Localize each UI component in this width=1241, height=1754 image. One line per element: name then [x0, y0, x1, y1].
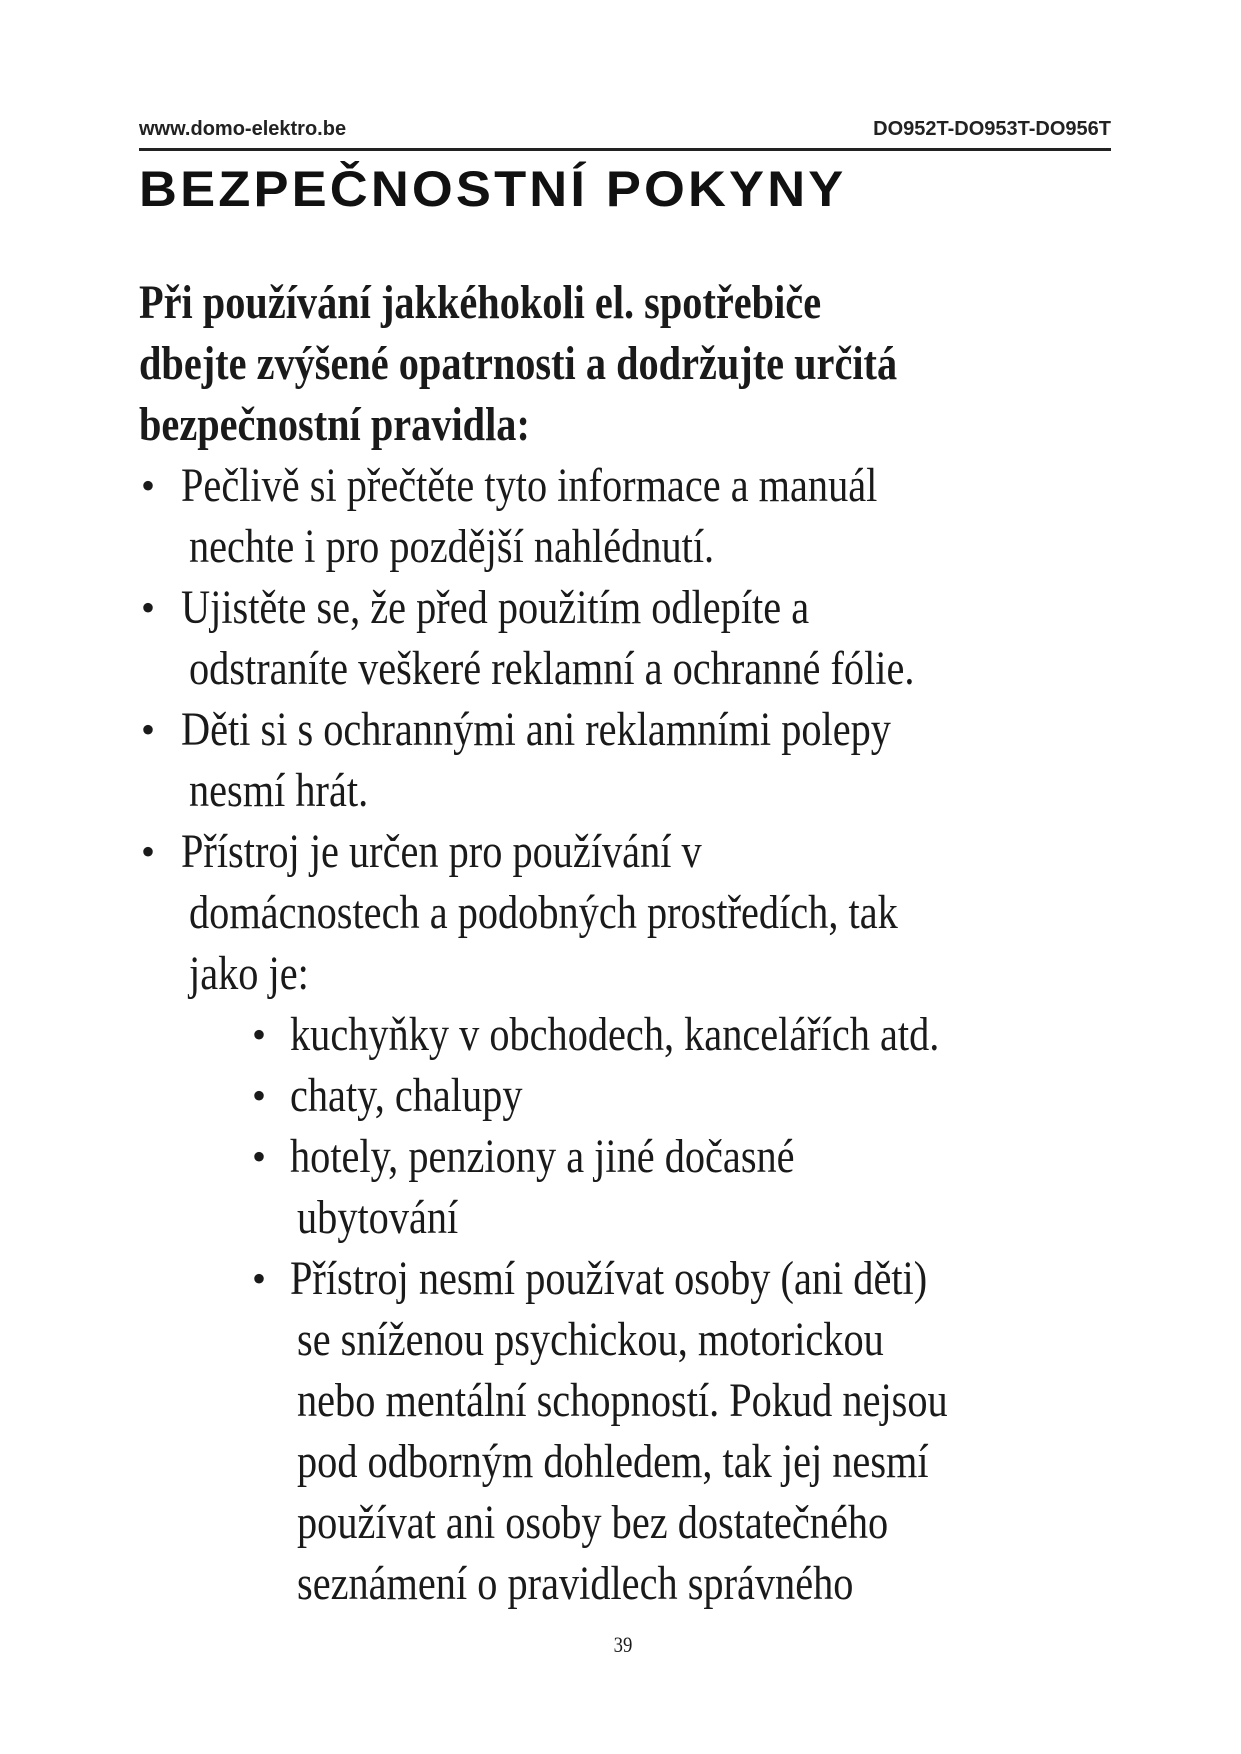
intro-line: bezpečnostní pravidla:: [139, 398, 530, 451]
sub-list-item-bullet-icon: •: [252, 1256, 267, 1301]
list-item-bullet-icon: •: [141, 463, 156, 508]
sub-list-item-line: chaty, chalupy: [290, 1069, 523, 1122]
list-item-bullet-icon: •: [141, 707, 156, 752]
sub-list-item-bullet-icon: •: [252, 1134, 267, 1179]
sub-list-item-bullet-icon: •: [252, 1073, 267, 1118]
model-numbers: DO952T-DO953T-DO956T: [873, 118, 1111, 140]
intro-line: dbejte zvýšené opatrnosti a dodržujte určitá: [139, 337, 898, 390]
sub-list-item-line: se sníženou psychickou, motorickou: [297, 1313, 884, 1366]
list-item-bullet-icon: •: [141, 829, 156, 874]
list-item-line: nechte i pro pozdější nahlédnutí.: [189, 520, 715, 573]
page-number: 39: [613, 1632, 633, 1657]
list-item-line: Děti si s ochrannými ani reklamními polepy: [181, 703, 891, 756]
list-item-line: Přístroj je určen pro používání v: [181, 825, 702, 878]
page-title: BEZPEČNOSTNÍ POKYNY: [139, 161, 847, 217]
list-item-line: Ujistěte se, že před použitím odlepíte a: [181, 581, 810, 634]
list-item-line: odstraníte veškeré reklamní a ochranné fólie.: [189, 642, 915, 695]
sub-list-item-line: Přístroj nesmí používat osoby (ani děti): [290, 1252, 928, 1305]
sub-list-item-line: kuchyňky v obchodech, kancelářích atd.: [290, 1008, 940, 1061]
sub-list-item-bullet-icon: •: [252, 1012, 267, 1057]
sub-list-item-line: používat ani osoby bez dostatečného: [297, 1496, 889, 1549]
list-item-line: Pečlivě si přečtěte tyto informace a manuál: [181, 459, 878, 512]
sub-list-item-line: hotely, penziony a jiné dočasné: [290, 1130, 795, 1183]
sub-list-item-line: seznámení o pravidlech správného: [297, 1557, 854, 1610]
list-item-line: domácnostech a podobných prostředích, tak: [189, 886, 898, 939]
list-item-line: jako je:: [189, 947, 309, 1000]
list-item-line: nesmí hrát.: [189, 764, 369, 817]
sub-list-item-line: ubytování: [297, 1191, 459, 1244]
sub-list-item-line: pod odborným dohledem, tak jej nesmí: [297, 1435, 929, 1488]
intro-line: Při používání jakkéhokoli el. spotřebiče: [139, 276, 822, 329]
website-url: www.domo-elektro.be: [139, 118, 347, 140]
list-item-bullet-icon: •: [141, 585, 156, 630]
sub-list-item-line: nebo mentální schopností. Pokud nejsou: [297, 1374, 948, 1427]
header-divider: [139, 148, 1111, 151]
